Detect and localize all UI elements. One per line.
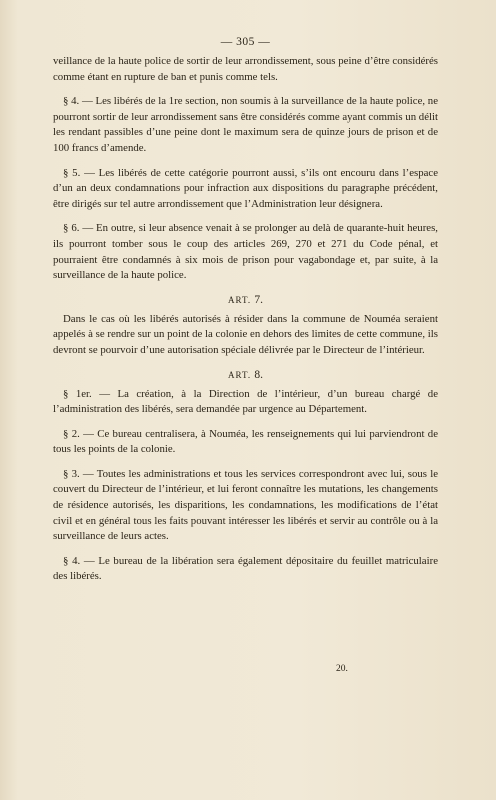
paragraph-continuation: veillance de la haute police de sortir de leur arrondissement, sous peine d’être considérés comme étant en rupture de ban et punis comme tels. <box>53 55 438 83</box>
paragraph-section-6: § 6. — En outre, si leur absence venait à se prolonger au delà de quarante-huit heures, ils pourront tomber sous le coup des articles 269, 270 et 271 du Code pénal, et pourraient être condamnés à six mois de prison pour vagabondage et, par suite, à la surveillance de la haute police. <box>53 222 438 282</box>
paragraph-article-8-section-2: § 2. — Ce bureau centralisera, à Nouméa, les renseignements qui lui parviendront de tous les points de la colonie. <box>53 427 438 456</box>
article-7-heading <box>53 294 438 306</box>
article-number: 7. <box>254 293 263 306</box>
article-8-heading <box>53 369 438 381</box>
paragraph-article-8-section-1: § 1er. — La création, à la Direction de l’intérieur, d’un bureau chargé de l’administration des libérés, sera demandée par urgence au Département. <box>53 387 438 416</box>
paragraph-section-4: § 4. — Les libérés de la 1re section, non soumis à la surveillance de la haute police, ne pourront sortir de leur arrondissement sans être considérés comme ayant commis un délit les rendant passibles d’une peine dont le maximum sera de quinze jours de prison et de 100 francs d’amende. <box>53 95 438 154</box>
article-label: ART. <box>228 369 252 380</box>
paragraph-article-8-section-3: § 3. — Toutes les administrations et tous les services correspondront avec lui, sous le couvert du Directeur de l’intérieur, et lui feront connaître les mutations, les changements de résidence autorisés, les disparitions, les condamnations, les modifications de l’état civil et en général tous les faits pouvant intéresser les libérés et servir au contrôle ou à la surveillance de leurs actes. <box>53 467 438 543</box>
signature-mark: 20. <box>336 664 348 674</box>
article-number: 8. <box>254 368 263 381</box>
paragraph-section-5: § 5. — Les libérés de cette catégorie pourront aussi, s’ils ont encouru dans l’espace d’un an deux condamnations pour infraction aux dispositions du paragraphe précédent, être dirigés sur tel autre arrondissement que l’Administration leur désignera. <box>53 166 438 210</box>
article-label: ART. <box>228 294 252 305</box>
paragraph-article-7: Dans le cas où les libérés autorisés à résider dans la commune de Nouméa seraient appelés à se rendre sur un point de la colonie en dehors des limites de cette commune, ils devront se pourvoir d’une autorisation spéciale délivrée par le Directeur de l’intérieur. <box>53 312 438 356</box>
page-number: — 305 — <box>220 36 271 48</box>
paragraph-article-8-section-4: § 4. — Le bureau de la libération sera également dépositaire du feuillet matriculaire des libérés. <box>53 554 438 583</box>
